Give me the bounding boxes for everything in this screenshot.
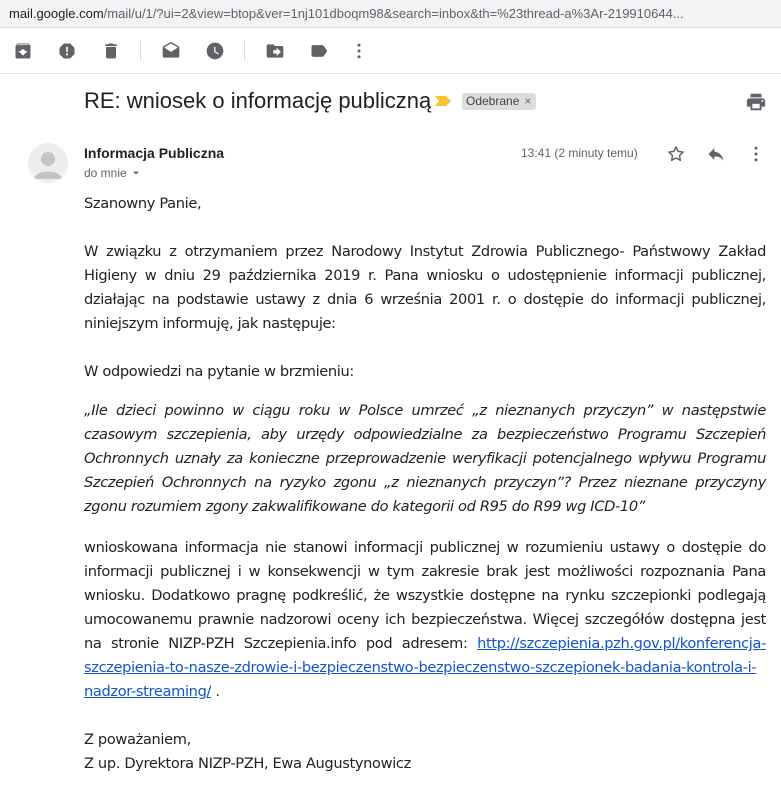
szczepienia-link[interactable]: http://szczepienia.pzh.gov.pl/konferencja-szczepienia-to-nasze-zdrowie-i-bezpieczenstwo-bezpieczenstwo-szczepionek-badania-kontrola-i-nadzor-streaming/ (84, 635, 766, 700)
answer-tail: . (211, 683, 220, 700)
email-signature: Z up. Dyrektora NIZP-PZH, Ewa Augustynowicz (84, 755, 411, 772)
subject-row (0, 74, 781, 130)
email-greeting: Szanowny Panie, (84, 195, 202, 212)
answer-text: wnioskowana informacja nie stanowi informacji publicznej w rozumieniu ustawy o dostępie do informacji publicznej i w konsekwencji w tym zakresie brak jest możliwości rozpoznania Pana wniosku. Dodatkowo pragnę podkreślić, że wszystkie dostępne na rynku szczepionki podlegają umocowanemu prawnie nadzorowi oceny ich bezpieczeństwa. Więcej szczegółów dostępna jest na stronie NIZP-PZH Szczepienia.info pod adresem: (84, 539, 766, 652)
reply-icon[interactable] (705, 143, 727, 165)
move-to-icon[interactable] (264, 40, 286, 62)
report-spam-icon[interactable] (56, 40, 78, 62)
remove-label-button[interactable]: × (524, 94, 532, 108)
toolbar-divider (244, 41, 245, 61)
email-paragraph-question-intro: W odpowiedzi na pytanie w brzmieniu: (84, 363, 354, 380)
email-paragraph-answer (84, 536, 766, 704)
url-path: /mail/u/1/?ui=2&view=btop&ver=1nj101dboqm98&search=inbox&th=%23thread-a%3Ar-219910644... (103, 6, 684, 21)
star-icon[interactable] (665, 143, 687, 165)
importance-marker-icon[interactable] (434, 95, 452, 107)
chevron-down-icon (131, 168, 141, 178)
url-text[interactable] (9, 6, 684, 21)
print-icon[interactable] (745, 91, 767, 113)
mark-unread-icon[interactable] (160, 40, 182, 62)
email-quoted-question: „Ile dzieci powinno w ciągu roku w Polsce umrzeć „z nieznanych przyczyn” w następstwie czasowym szczepienia, aby urzędy odpowiedzialne za bezpieczeństwo Programu Szczepień Ochronnych uznały za konieczne przeprowadzenie weryfikacji potencjalnego wpływu Programu Szczepień Ochronnych na ryzyko zgonu „z nieznanych przyczyn”? Przez nieznane przyczyny zgonu rozumiem zgony zakwalifikowane do kategorii od R95 do R99 wg ICD-10” (84, 402, 766, 515)
toolbar-divider (140, 41, 141, 61)
archive-icon[interactable] (12, 40, 34, 62)
sender-avatar[interactable] (28, 143, 68, 183)
email-timestamp: 13:41 (2 minuty temu) (521, 146, 638, 160)
snooze-icon[interactable] (204, 40, 226, 62)
label-chip-text: Odebrane (466, 94, 520, 108)
sender-name[interactable]: Informacja Publiczna (84, 145, 225, 161)
delete-icon[interactable] (100, 40, 122, 62)
more-vert-icon[interactable] (348, 40, 370, 62)
label-chip-inbox[interactable] (462, 93, 536, 110)
email-paragraph-intro: W związku z otrzymaniem przez Narodowy Instytut Zdrowia Publicznego- Państwowy Zakład Higieny w dniu 29 października 2019 r. Pana wniosku o udostępnienie informacji publicznej, działając na podstawie ustawy z dnia 6 września 2001 r. o dostępie do informacji publicznej, niniejszym informuję, jak następuje: (84, 243, 766, 332)
recipient-details-toggle[interactable] (84, 166, 141, 180)
email-closing: Z poważaniem, (84, 731, 191, 748)
url-host: mail.google.com (9, 6, 104, 21)
browser-address-bar[interactable] (0, 0, 781, 28)
email-subject: RE: wniosek o informację publiczną (84, 88, 432, 113)
recipient-text: do mnie (84, 166, 127, 180)
message-more-icon[interactable] (745, 143, 767, 165)
gmail-toolbar (0, 28, 781, 74)
label-icon[interactable] (308, 40, 330, 62)
